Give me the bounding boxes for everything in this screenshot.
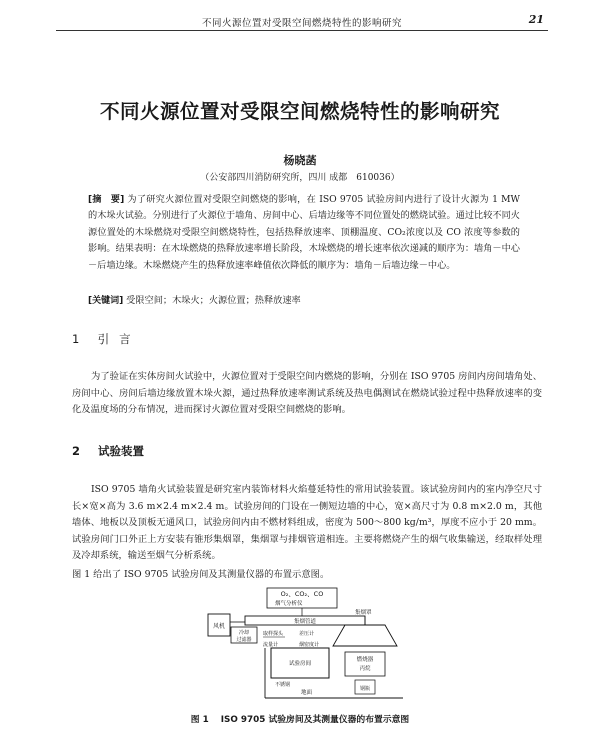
paragraph-figure-ref [72, 567, 542, 584]
paragraph-text: 为了验证在实体房间火试验中，火源位置对于受限空间内燃烧的影响，分别在 ISO 9705 房间内房间墙角处、房间中心、房间后墙边缘放置木垛火源，通过热释放速率测试系统及热电偶测试在燃烧试验过程中热释放速率的变化及温度场的分布情况，进而探讨火源位置对受限空间燃烧的影响。 [72, 371, 542, 416]
steel-label: 不锈钢 [275, 682, 291, 688]
page-number: 21 [528, 13, 544, 26]
abstract-text: 为了研究火源位置对受限空间燃烧的影响，在 ISO 9705 试验房间内进行了设计火源为 1 MW 的木垛火试验。分别进行了火源位于墙角、房间中心、后墙边缘等不同位置处的燃烧试验。通过比较不同火源位置处的木垛燃烧对受限空间燃烧特性，包括热释放速率、顶棚温度、CO₂浓度以及 CO 浓度等参数的影响。结果表明：在木垛燃烧的热释放速率增长阶段，木垛燃烧的增长速率依次递减的顺序为：墙角－中心－后墙边缘。木垛燃烧产生的热释放速率峰值依次降低的顺序为：墙角－后墙边缘－中心。 [88, 194, 521, 271]
flowmeter-label: 流量计 [263, 642, 279, 648]
fuel-label: 丙烷 [359, 666, 371, 672]
author: 杨晓菡 [283, 154, 317, 167]
keywords-text: 受限空间；木垛火；火源位置；热释放速率 [126, 295, 301, 306]
floor-label: 地面 [301, 690, 313, 696]
figure-1 [205, 586, 405, 706]
abstract [88, 192, 520, 274]
running-title: 不同火源位置对受限空间燃烧特性的影响研究 [202, 18, 403, 29]
figure-number: 图 1 [190, 715, 209, 725]
filter-label: 过滤器 [236, 637, 252, 643]
hood-label: 集烟罩 [355, 610, 372, 616]
paragraph-apparatus [72, 482, 542, 565]
section-number: 1 [72, 332, 80, 346]
abstract-label: [摘 要] [88, 195, 125, 205]
burner-box [345, 652, 385, 676]
paragraph-intro [72, 369, 542, 419]
running-header [56, 14, 548, 31]
section-heading-apparatus [72, 443, 144, 459]
fan-label: 风机 [212, 623, 226, 630]
section-number: 2 [72, 444, 81, 458]
paragraph-text: ISO 9705 墙角火试验装置是研究室内装饰材料火焰蔓延特性的常用试验装置。该试验房间内的室内净空尺寸长×宽×高为 3.6 m×2.4 m×2.4 m。试验房间的门设在一侧短边墙的中心，宽×高尺寸为 0.8 m×2.0 m，其他墙体、地板以及顶板无通风口，试验房间内由不燃材料组成，密度为 500～800 kg/m³，厚度不应小于 20 mm。试验房间门口外正上方安装有锥形集烟罩，集烟罩与排烟管道相连。主要将燃烧产生的烟气收集输送，经取样处理及冷却系统，输送至烟气分析系统。 [72, 484, 542, 562]
smoke-hood [333, 625, 397, 646]
bottle-label: 钢瓶 [359, 686, 371, 692]
section-title: 引言 [97, 332, 141, 346]
apparatus-diagram [205, 586, 405, 706]
section-title: 试验装置 [98, 444, 145, 458]
pitot-label: 差压计 [299, 631, 315, 637]
paper-title: 不同火源位置对受限空间燃烧特性的影响研究 [99, 100, 500, 123]
room-label: 试验房间 [288, 661, 312, 667]
duct-label: 集烟管道 [293, 619, 317, 625]
figure-caption [0, 712, 600, 725]
cooler-label: 冷却 [238, 630, 250, 636]
probe-label: 取样探头 [263, 631, 284, 637]
section-heading-introduction [72, 331, 141, 347]
keywords-label: [关键词] [88, 296, 124, 306]
paragraph-text: 图 1 给出了 ISO 9705 试验房间及其测量仪器的布置示意图。 [72, 569, 330, 580]
gas-label: O₂、CO₂、CO [280, 590, 324, 598]
smoke-meter-label: 烟密度计 [299, 642, 320, 648]
affiliation: （公安部四川消防研究所，四川 成都 610036） [200, 173, 400, 183]
gas-analysis-label: 烟气分析仪 [275, 601, 303, 607]
figure-caption-text: ISO 9705 试验房间及其测量仪器的布置示意图 [220, 715, 410, 725]
burner-label: 燃烧器 [356, 657, 374, 663]
keywords [88, 292, 520, 306]
